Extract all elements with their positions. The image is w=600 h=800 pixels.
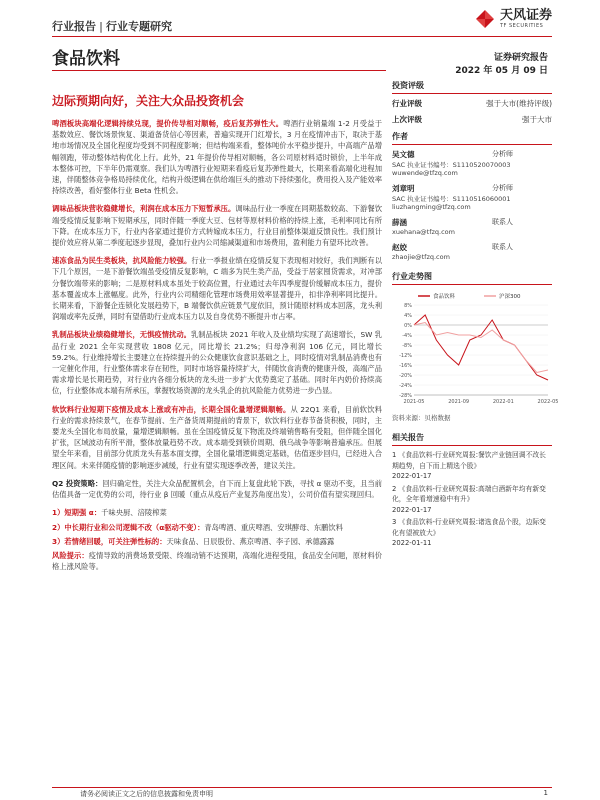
y-tick-label: -28% xyxy=(399,393,412,399)
strategy-lead: 1）短期强 α： xyxy=(52,508,102,518)
company-logo xyxy=(474,8,552,30)
chart-source: 资料来源：贝格数据 xyxy=(392,414,451,422)
trend-chart-svg xyxy=(392,289,559,409)
related-report-item[interactable] xyxy=(392,450,552,482)
footer-disclaimer: 请务必阅读正文之后的信息披露和免责申明 xyxy=(80,790,213,798)
strategy-item xyxy=(52,507,382,518)
logo-name-cn: 天风证券 xyxy=(499,8,552,23)
strategy-item xyxy=(52,522,382,533)
analyst-entry xyxy=(392,242,552,261)
analyst-entry xyxy=(392,149,552,177)
related-report-date: 2022-01-17 xyxy=(392,472,432,480)
strategy-lead: 2）中长期行业和公司逻辑不改（α驱动不变）： xyxy=(52,522,205,532)
breadcrumb-separator: | xyxy=(99,20,104,33)
strategy-item xyxy=(52,536,382,547)
analyst-role: 联系人 xyxy=(492,218,513,226)
analyst-name: 刘章明 xyxy=(392,184,415,193)
paragraph-lead: 调味品板块营收稳健增长，利润在成本压力下短暂承压。 xyxy=(52,204,236,214)
analyst-name: 吴文德 xyxy=(392,150,415,159)
report-header xyxy=(52,8,552,34)
prev-rating-label: 上次评级 xyxy=(392,115,422,124)
paragraph-lead: 乳制品板块业绩稳健增长，无惧疫情扰动。 xyxy=(52,330,191,340)
rating-section-title: 投资评级 xyxy=(392,80,552,94)
rating-label: 行业评级 xyxy=(392,99,422,108)
paragraph-lead: 啤酒板块高端化逻辑持续兑现，提价传导相对顺畅，疫后复苏弹性大。 xyxy=(52,119,284,128)
analyst-section-title: 作者 xyxy=(392,131,552,145)
footer-divider xyxy=(52,787,552,788)
x-tick-label: 2022-01 xyxy=(492,399,514,405)
analyst-role: 联系人 xyxy=(492,243,513,251)
related-section-title: 相关报告 xyxy=(392,432,552,446)
paragraph-strategy xyxy=(52,478,382,500)
related-report-date: 2022-01-17 xyxy=(392,505,432,514)
rating-value: 强于大市(维持评级) xyxy=(486,99,552,108)
legend-label: 食品饮料 xyxy=(433,294,456,300)
analyst-email: zhaojie@tfzq.com xyxy=(392,253,450,261)
analyst-email: liuzhangming@tfzq.com xyxy=(392,203,471,211)
industry-trend-chart xyxy=(392,271,559,422)
y-tick-label: 4% xyxy=(404,313,412,319)
analyst-email: wuwende@tfzq.com xyxy=(392,169,458,177)
related-report-date: 2022-01-11 xyxy=(392,539,432,547)
sidebar xyxy=(392,80,559,551)
related-report-item[interactable] xyxy=(392,484,552,516)
related-reports xyxy=(392,432,552,549)
industry-rating xyxy=(392,98,552,109)
risk-text: 疫情导致的消费场景受限、终端动销不达预期，高端化进程受阻，食品安全问题，原材料价格上涨风险等。 xyxy=(52,550,382,572)
strategy-text: 青岛啤酒、重庆啤酒、安琪酵母、东鹏饮料 xyxy=(204,522,344,532)
y-tick-label: 0% xyxy=(404,323,412,329)
y-tick-label: -4% xyxy=(402,333,412,339)
y-tick-label: -20% xyxy=(399,373,412,379)
analyst-role: 分析师 xyxy=(492,184,513,192)
sector-title: 食品饮料 xyxy=(52,49,120,69)
analyst-entry xyxy=(392,217,552,236)
chart-section-title: 行业走势图 xyxy=(392,271,552,285)
breadcrumb-item-report: 行业报告 xyxy=(52,20,96,33)
x-tick-label: 2021-05 xyxy=(403,399,425,405)
paragraph-soft-drinks xyxy=(52,404,382,471)
paragraph-text: 行业一季报业绩在疫情反复下表现相对较好，我们判断有以下几个原因，一是下游餐饮端虽受疫情反复影响，C 端多为民生类产品，受益于居家囤货需求，对冲部分餐饮端带来的影响；二是原材料成本虽处于较高位置，行业通过去年四季度提价缓解成本压力，提价基本覆盖成本上涨幅度。此外，行业内公司精细化管理市场费用效率显著提升，扣非净利率同比提升。长期来看，下游餐企连锁化发展趋势下，B 端餐饮供应链景气度依旧，预计随原材料成本回落，龙头利润端或率先反弹，同时有望借助行业成本压力以及自身优势不断提升市占率。 xyxy=(52,256,383,322)
strategy-text: 天味食品、日辰股份、燕京啤酒、李子园、承德露露 xyxy=(166,536,335,546)
report-date: 2022 年 05 月 09 日 xyxy=(455,66,548,76)
paragraph-lead: 速冻食品为民生类板块，抗风险能力较强。 xyxy=(52,256,192,266)
analyst-role: 分析师 xyxy=(492,150,513,158)
page-number: 1 xyxy=(543,789,548,797)
x-tick-label: 2022-05 xyxy=(537,399,559,405)
analyst-email: xuehana@tfzq.com xyxy=(392,228,455,236)
paragraph-text: 调味品行业一季度在同期基数较高、下游餐饮端受疫情反复影响下短期承压，同时伴随一季度大豆、包材等原材料价格的持续上涨，毛利率同比有所下降。在成本压力下，行业内各家通过提价方式转嫁成本压力，行业目前整体渠道反馈良性。我们预计提价效应将从第二季度起逐步显现，叠加行业内公司缩减渠道和市场费用，盈利能力有望环比改善。 xyxy=(52,204,383,248)
analyst-list xyxy=(392,131,552,261)
legend-label: 沪深300 xyxy=(499,294,521,300)
breadcrumb-item-topic: 行业专题研究 xyxy=(106,20,173,33)
report-headline: 边际预期向好，关注大众品投资机会 xyxy=(52,94,245,108)
y-tick-label: -8% xyxy=(402,343,412,349)
strategy-lead: 3）若情绪回暖，可关注弹性标的： xyxy=(52,536,167,546)
related-report-title[interactable]: 3 《食品饮料-行业研究周报:诸选食品个股，边际变化有望被放大》 xyxy=(392,518,546,537)
analyst-sac: SAC 执业证书编号：S1110520070003 xyxy=(392,161,511,169)
y-tick-label: 8% xyxy=(404,303,412,309)
related-report-item[interactable] xyxy=(392,517,552,549)
paragraph-text: 回归确定性，关注大众品配置机会，自下而上复盘此轮下跌，寻找 α 驱动不变，且当前估值具备一定优势的公司，待行业 β 回暖（重点从疫后产业复苏角度出发），公司价值有望实现回归。 xyxy=(52,478,382,500)
y-tick-label: -24% xyxy=(399,383,412,389)
paragraph-text: 从 22Q1 来看，目前软饮料行业的需求持续景气，在春节提前、生产备货周期提前的背景下，软饮料行业春节备货积极，同时，主要龙头全国化布局放量，量增逻辑顺畅。虽在全国疫情反复下物流及终端销售略有受阻，但伴随全国化扩张，区域波动有所平滑，整体放量趋势不改。成本端受到锁价周期、俄乌战争等影响普遍承压。但展望全年来看，目前部分优质龙头有基本面支撑，全国化量增逻辑奠定基础，估值逐步回归，已经进入合理区间。未来伴随疫情的影响逐步减缓，行业有望实现逐季改善，建议关注。 xyxy=(52,404,383,470)
report-body xyxy=(52,118,382,579)
paragraph-beer xyxy=(52,118,382,196)
y-tick-label: -16% xyxy=(399,363,412,369)
risk-warning xyxy=(52,550,382,572)
title-divider xyxy=(52,70,386,71)
paragraph-condiment xyxy=(52,203,382,248)
risk-lead: 风险提示： xyxy=(52,550,89,560)
prev-rating-value: 强于大市 xyxy=(522,115,552,124)
paragraph-text: 乳制品板块 2021 年收入及业绩均实现了高速增长，SW 乳品行业 2021 全年实现营收 1808 亿元，同比增长 21.2%；归母净利润 106 亿元，同比增长 59.2%。行业维持增长主要建立在持续提升的公众健康饮食意识基础之上，同时疫情对乳制品消费也有一定催化作用，行业整体需求存在韧性，同时市场容量持续扩大，伴随饮食消费的健康升级，高端产品需求增长是长期趋势，对行业内各细分板块的龙头进一步扩大优势奠定了基础。同时年内奶价持续高位，行业整体成本端有所承压，掌握牧场资源的龙头乳企的抗风险能力优势进一步凸显。 xyxy=(52,330,383,396)
strategy-text: 千味央厨、涪陵榨菜 xyxy=(101,508,167,518)
paragraph-frozen-food xyxy=(52,255,382,322)
related-report-title[interactable]: 2 《食品饮料-行业研究周报:高端白酒新年均有新变化，全年看增速稳中有升》 xyxy=(392,484,546,503)
y-tick-label: -12% xyxy=(399,353,412,359)
previous-rating xyxy=(392,114,552,125)
analyst-sac: SAC 执业证书编号：S1110516060001 xyxy=(392,195,511,203)
report-type: 证券研究报告 xyxy=(493,53,548,63)
x-tick-label: 2021-09 xyxy=(448,399,470,405)
breadcrumb xyxy=(52,18,172,34)
paragraph-lead: Q2 投资策略： xyxy=(52,478,103,488)
analyst-name: 薛涵 xyxy=(392,218,407,227)
paragraph-dairy xyxy=(52,329,382,396)
analyst-entry xyxy=(392,183,552,211)
paragraph-text: 啤酒行业销量端 1-2 月受益于基数效应、餐饮场景恢复、渠道备货信心等因素，普遍实现开门红增长，3 月在疫情冲击下，取决于基地市场情况及全国化程度均受到不同程度影响；但结构端来看，整体吨价水平稳步提升，中高端产品增幅领跑，带动整体结构优化上行。此外，21 年提价传导相对顺畅，各公司原材料适时锁价，上半年成本整体可控，下半年仍需观察。我们认为啤酒行业短期来看疫后复苏弹性最大，长期来看高端化进程加速，伴随整体竞争格局持续优化，结构升级逻辑在供给端巨头的推动下持续强化，费用投入及产能效率持续改善，看好整体行业 Beta 性机会。 xyxy=(52,119,383,196)
related-report-title[interactable]: 1 《食品饮料-行业研究周报:餐饮产业链回调不改长期趋势，自下而上精选个股》 xyxy=(392,451,546,470)
analyst-name: 赵姣 xyxy=(392,243,407,252)
logo-icon xyxy=(474,8,496,30)
paragraph-lead: 软饮料行业短期下疫情及成本上涨或有冲击，长期全国化量增逻辑顺畅。 xyxy=(52,404,291,414)
logo-name-en: TF SECURITIES xyxy=(499,23,544,29)
header-divider xyxy=(52,36,552,37)
